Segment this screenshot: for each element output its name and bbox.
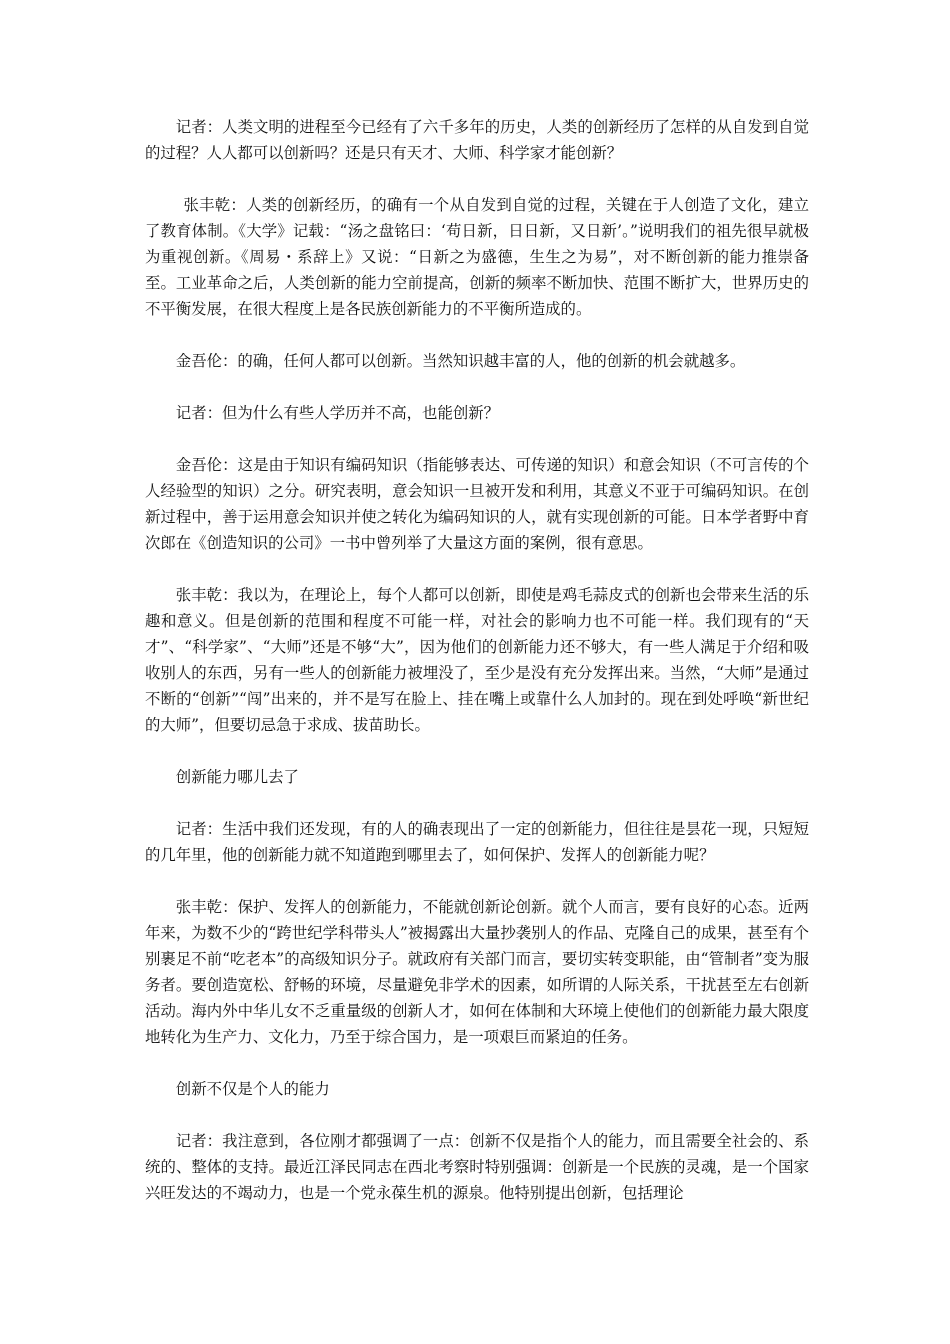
section-heading-1: 创新能力哪儿去了	[175, 768, 299, 786]
paragraph-reporter-question-4: 记者：我注意到，各位刚才都强调了一点：创新不仅是指个人的能力，而且需要全社会的、系统的、整体的支持。最近江泽民同志在西北考察时特别强调：创新是一个民族的灵魂，是一个国家兴旺发达的不竭动力，也是一个党永葆生机的源泉。他特别提出创新，包括理论	[145, 1132, 809, 1202]
paragraph-zhang-answer-1: 张丰乾：人类的创新经历，的确有一个从自发到自觉的过程，关键在于人创造了文化，建立了教育体制。《大学》记载：“汤之盘铭曰：‘苟日新，日日新，又日新’。”说明我们的祖先很早就极为重视创新。《周易・系辞上》又说：“日新之为盛德，生生之为易”，对不断创新的能力推崇备至。工业革命之后，人类创新的能力空前提高，创新的频率不断加快、范围不断扩大，世界历史的不平衡发展，在很大程度上是各民族创新能力的不平衡所造成的。	[145, 196, 809, 318]
paragraph-reporter-question-3: 记者：生活中我们还发现，有的人的确表现出了一定的创新能力，但往往是昙花一现，只短短的几年里，他的创新能力就不知道跑到哪里去了，如何保护、发挥人的创新能力呢？	[145, 820, 809, 864]
paragraph-reporter-question-1: 记者：人类文明的进程至今已经有了六千多年的历史，人类的创新经历了怎样的从自发到自觉的过程？人人都可以创新吗？还是只有天才、大师、科学家才能创新？	[145, 118, 809, 162]
paragraph-jin-answer-1: 金吾伦：的确，任何人都可以创新。当然知识越丰富的人，他的创新的机会就越多。	[175, 352, 746, 370]
paragraph-zhang-answer-3: 张丰乾：保护、发挥人的创新能力，不能就创新论创新。就个人而言，要有良好的心态。近两年来，为数不少的“跨世纪学科带头人”被揭露出大量抄袭别人的作品、克隆自己的成果，甚至有个别裹足不前“吃老本”的高级知识分子。就政府有关部门而言，要切实转变职能，由“管制者”变为服务者。要创造宽松、舒畅的环境，尽量避免非学术的因素，如所谓的人际关系，干扰甚至左右创新活动。海内外中华儿女不乏重量级的创新人才，如何在体制和大环境上使他们的创新能力最大限度地转化为生产力、文化力，乃至于综合国力，是一项艰巨而紧迫的任务。	[145, 898, 809, 1046]
paragraph-zhang-answer-2: 张丰乾：我以为，在理论上，每个人都可以创新，即使是鸡毛蒜皮式的创新也会带来生活的乐趣和意义。但是创新的范围和程度不可能一样，对社会的影响力也不可能一样。我们现有的“天才”、“科学家”、“大师”还是不够“大”，因为他们的创新能力还不够大，有一些人满足于介绍和吸收别人的东西，另有一些人的创新能力被埋没了，至少是没有充分发挥出来。当然，“大师”是通过不断的“创新”“闯”出来的，并不是写在脸上、挂在嘴上或靠什么人加封的。现在到处呼唤“新世纪的大师”，但要切忌急于求成、拔苗助长。	[145, 586, 809, 734]
paragraph-reporter-question-2: 记者：但为什么有些人学历并不高，也能创新？	[175, 404, 500, 422]
document-page	[145, 114, 809, 1232]
section-heading-2: 创新不仅是个人的能力	[175, 1080, 330, 1098]
paragraph-jin-answer-2: 金吾伦：这是由于知识有编码知识（指能够表达、可传递的知识）和意会知识（不可言传的个人经验型的知识）之分。研究表明，意会知识一旦被开发和利用，其意义不亚于可编码知识。在创新过程中，善于运用意会知识并使之转化为编码知识的人，就有实现创新的可能。日本学者野中育次郎在《创造知识的公司》一书中曾列举了大量这方面的案例，很有意思。	[145, 456, 809, 552]
